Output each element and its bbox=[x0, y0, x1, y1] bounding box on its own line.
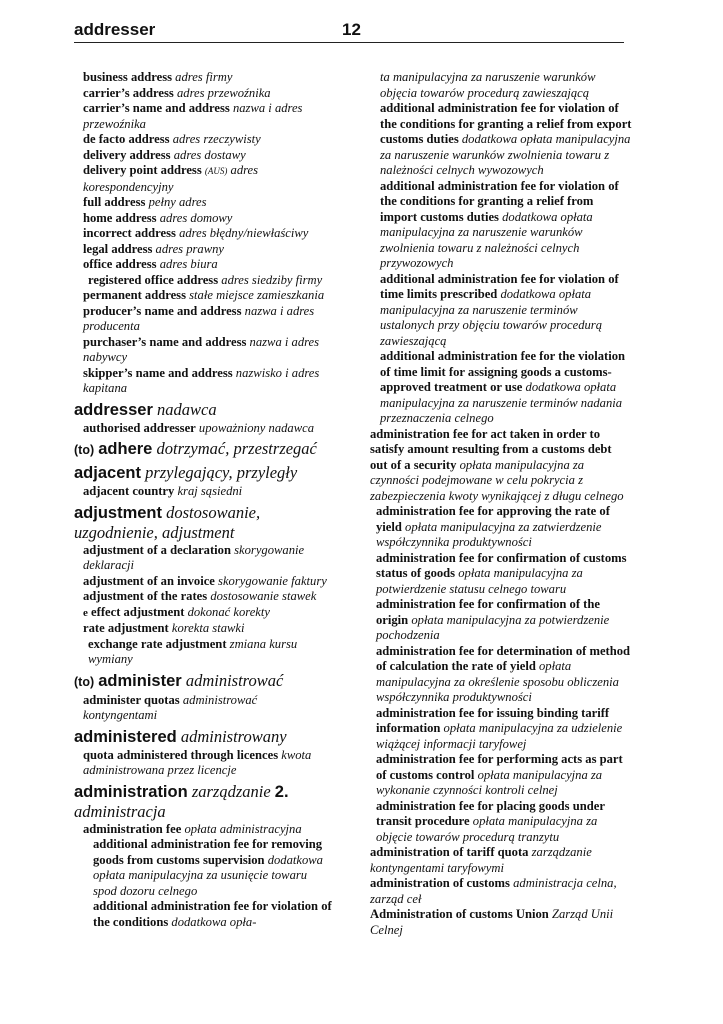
translation: adres korespondencyjny bbox=[83, 163, 259, 194]
term: quota administered through licences bbox=[83, 747, 279, 762]
translation: nazwa i adres nabywcy bbox=[83, 334, 320, 364]
term: administration fee for placing goods under transit procedure bbox=[376, 798, 605, 828]
headword-translation: administrowany bbox=[180, 726, 287, 746]
headword-entry bbox=[74, 782, 332, 821]
term: administration fee for confirmation of the origin bbox=[376, 597, 600, 627]
translation: nazwisko i adres kapitana bbox=[83, 365, 320, 395]
term: additional administration fee for violation of time limits prescribed bbox=[380, 271, 619, 301]
entry bbox=[74, 693, 332, 724]
sense-number: 2. bbox=[274, 782, 289, 801]
headword-translation: dostosowanie, uzgodnienie, adjustment bbox=[74, 502, 261, 542]
translation: skorygowanie deklaracji bbox=[83, 542, 305, 572]
term: legal address bbox=[83, 241, 153, 256]
headword-translation: dotrzymać, przestrzegać bbox=[156, 439, 317, 458]
translation: opłata manipulacyjna za zatwierdzenie współczynnika produktywności bbox=[376, 519, 602, 549]
entry bbox=[74, 748, 332, 779]
headword-entry bbox=[74, 439, 332, 460]
translation: kwota administrowana przez licencje bbox=[83, 747, 312, 777]
entry bbox=[74, 605, 332, 622]
term: business address bbox=[83, 70, 173, 84]
headword-prefix: (to) bbox=[74, 443, 95, 457]
headword-entry bbox=[74, 463, 332, 483]
translation: dodatkowa opłata manipulacyjna za naruszenie warunków zwolnienia towaru z należności celnych przywozowych bbox=[380, 209, 593, 270]
translation: opłata manipulacyjna za udzielenie wiążącej informacji taryfowej bbox=[376, 721, 623, 751]
translation: adres dostawy bbox=[173, 147, 246, 162]
running-headword: addresser bbox=[74, 20, 156, 39]
term: adjustment of a declaration bbox=[83, 542, 231, 557]
translation: opłata manipulacyjna za potwierdzenie statusu celnego towaru bbox=[376, 566, 583, 596]
entry bbox=[74, 163, 332, 195]
term: delivery point address bbox=[83, 163, 202, 177]
term: skipper’s name and address bbox=[83, 365, 233, 380]
term: administer quotas bbox=[83, 692, 180, 707]
translation: zmiana kursu wymiany bbox=[88, 636, 298, 666]
headword: administer bbox=[98, 671, 182, 690]
term: purchaser’s name and address bbox=[83, 334, 247, 349]
entry bbox=[74, 242, 332, 258]
entry bbox=[370, 644, 632, 706]
term: adjustment of an invoice bbox=[83, 573, 215, 588]
entry bbox=[370, 597, 632, 644]
term: delivery address bbox=[83, 147, 171, 162]
headword-translation-2: administracja bbox=[74, 801, 166, 821]
entry bbox=[370, 706, 632, 753]
page-number: 12 bbox=[342, 20, 361, 39]
term: effect adjustment bbox=[91, 604, 185, 619]
term: adjustment of the rates bbox=[83, 589, 208, 603]
translation: Zarząd Unii Celnej bbox=[370, 907, 614, 937]
entry bbox=[370, 876, 632, 907]
term: administration fee for performing acts as part of customs control bbox=[376, 752, 623, 782]
entry bbox=[74, 335, 332, 366]
term: exchange rate adjustment bbox=[88, 636, 227, 651]
term: additional administration fee for the violation of time limit for assigning goods a customs-approved treatment or use bbox=[380, 349, 625, 394]
entry bbox=[370, 70, 632, 101]
term: authorised addresser bbox=[83, 420, 196, 435]
term: permanent address bbox=[83, 288, 186, 302]
term: administration of customs bbox=[370, 876, 510, 890]
entry bbox=[74, 366, 332, 397]
headword-prefix: (to) bbox=[74, 674, 95, 689]
term: additional administration fee for removing goods from customs supervision bbox=[93, 837, 323, 867]
term: office address bbox=[83, 257, 157, 271]
term: administration fee for confirmation of customs status of goods bbox=[376, 550, 627, 580]
term: administration fee for act taken in order to satisfy amount resulting from a customs debt out of a security bbox=[370, 426, 612, 472]
entry bbox=[370, 427, 632, 505]
entry bbox=[74, 574, 332, 590]
headword: adhere bbox=[98, 440, 153, 458]
entry bbox=[74, 257, 332, 273]
translation: stałe miejsce zamieszkania bbox=[189, 288, 325, 302]
entry bbox=[74, 211, 332, 227]
headword: adjustment bbox=[74, 503, 163, 522]
translation: zarządzanie kontyngentami taryfowymi bbox=[370, 845, 592, 875]
translation: adres prawny bbox=[155, 241, 224, 256]
translation: dodatkowa opła- bbox=[171, 914, 257, 929]
headword-translation: nadawca bbox=[157, 399, 217, 419]
term: administration fee for issuing binding tariff information bbox=[376, 705, 610, 735]
translation: adres rzeczywisty bbox=[172, 132, 261, 146]
translation: dodatkowa opłata manipulacyjna za naruszenie terminów ustalonych przy objęciu towarów procedurą zawieszającą bbox=[380, 287, 603, 348]
translation: adres błędny/niewłaściwy bbox=[179, 226, 309, 240]
entry bbox=[74, 226, 332, 242]
headword: adjacent bbox=[74, 464, 141, 482]
headword-entry bbox=[74, 727, 332, 747]
headword-entry bbox=[74, 400, 332, 420]
translation: dodatkowa opłata manipulacyjna za naruszenie terminów nadania przeznaczenia celnego bbox=[380, 380, 623, 425]
entry bbox=[370, 272, 632, 350]
translation: opłata manipulacyjna za objęcie towarów procedurą tranzytu bbox=[376, 814, 598, 844]
term: administration fee for determination of method of calculation the rate of yield bbox=[376, 643, 631, 673]
term: additional administration fee for violation of the conditions for granting a relief from import customs duties bbox=[380, 178, 619, 224]
term: producer’s name and address bbox=[83, 303, 242, 318]
entry bbox=[370, 349, 632, 427]
translation: administrować kontyngentami bbox=[83, 692, 258, 722]
region-label: (AUS) bbox=[204, 166, 228, 176]
translation: administracja celna, zarząd ceł bbox=[370, 876, 617, 906]
translation: dodatkowa opłata manipulacyjna za usunięcie towaru spod dozoru celnego bbox=[93, 852, 323, 898]
entry bbox=[370, 179, 632, 272]
term: administration fee bbox=[83, 821, 182, 836]
headword: administration bbox=[74, 782, 188, 801]
headword-translation: przylegający, przyległy bbox=[145, 463, 298, 482]
entry bbox=[370, 504, 632, 551]
translation: adres firmy bbox=[175, 70, 233, 84]
entry bbox=[74, 589, 332, 605]
translation: adres siedziby firmy bbox=[221, 272, 323, 287]
term: administration fee for approving the rate of yield bbox=[376, 504, 610, 534]
translation: adres biura bbox=[159, 257, 218, 271]
entry bbox=[74, 421, 332, 437]
translation: kraj sąsiedni bbox=[177, 484, 243, 498]
translation: pełny adres bbox=[148, 195, 207, 209]
entry bbox=[74, 86, 332, 102]
term: full address bbox=[83, 195, 146, 209]
translation: dodatkowa opłata manipulacyjna za naruszenie warunków zwolnienia towaru z należności celnych wywozowych bbox=[380, 132, 631, 177]
entry bbox=[74, 195, 332, 211]
headword: administered bbox=[74, 727, 177, 746]
entry bbox=[370, 551, 632, 598]
translation: dostosowanie stawek bbox=[210, 589, 317, 603]
entry bbox=[370, 799, 632, 846]
term: additional administration fee for violation of the conditions for granting a relief from export customs duties bbox=[380, 101, 632, 146]
entry bbox=[74, 70, 332, 86]
entry bbox=[74, 621, 332, 637]
term: administration of tariff quota bbox=[370, 845, 529, 859]
term: adjacent country bbox=[83, 484, 175, 498]
translation: ta manipulacyjna za naruszenie warunków objęcia towarów procedurą zawieszającą bbox=[380, 70, 596, 100]
headword-entry bbox=[74, 503, 332, 542]
term: Administration of customs Union bbox=[370, 907, 549, 921]
entry bbox=[74, 899, 332, 930]
entry bbox=[370, 907, 632, 938]
bullet-marker: e bbox=[83, 606, 88, 619]
entry bbox=[370, 101, 632, 179]
entry bbox=[74, 484, 332, 500]
translation: nazwa i adres producenta bbox=[83, 303, 315, 333]
headword-translation: administrować bbox=[185, 670, 284, 690]
term: home address bbox=[83, 210, 157, 225]
entry bbox=[74, 288, 332, 304]
entry bbox=[74, 637, 332, 668]
term: additional administration fee for violation of the conditions bbox=[93, 899, 332, 929]
term: rate adjustment bbox=[83, 621, 169, 635]
translation: korekta stawki bbox=[171, 621, 245, 635]
left-column bbox=[74, 70, 332, 930]
term: registered office address bbox=[88, 272, 219, 287]
translation: upoważniony nadawca bbox=[198, 420, 315, 435]
translation: adres przewoźnika bbox=[176, 85, 271, 100]
headword-entry bbox=[74, 671, 332, 692]
entry bbox=[370, 845, 632, 876]
translation: opłata manipulacyjna za określenie sposobu obliczenia współczynnika produktywności bbox=[376, 659, 619, 704]
page-header bbox=[74, 20, 624, 43]
translation: dokonać korekty bbox=[187, 604, 270, 619]
translation: opłata manipulacyjna za czynności podejmowane w celu pokrycia z zabezpieczenia kwoty wynikającej z długu celnego bbox=[370, 457, 624, 503]
entry bbox=[74, 273, 332, 289]
translation: nazwa i adres przewoźnika bbox=[83, 101, 303, 131]
translation: opłata manipulacyjna za potwierdzenie pochodzenia bbox=[376, 612, 610, 642]
term: incorrect address bbox=[83, 226, 176, 240]
headword: addresser bbox=[74, 400, 153, 419]
translation: adres domowy bbox=[159, 210, 233, 225]
entry bbox=[74, 148, 332, 164]
translation: opłata manipulacyjna za wykonanie czynności kontroli celnej bbox=[376, 767, 603, 797]
entry bbox=[74, 304, 332, 335]
term: carrier’s name and address bbox=[83, 101, 230, 115]
right-column bbox=[370, 70, 632, 938]
entry bbox=[370, 752, 632, 799]
translation: opłata administracyjna bbox=[184, 821, 302, 836]
entry bbox=[74, 543, 332, 574]
entry bbox=[74, 132, 332, 148]
term: carrier’s address bbox=[83, 85, 174, 100]
entry bbox=[74, 822, 332, 838]
entry bbox=[74, 101, 332, 132]
entry bbox=[74, 837, 332, 899]
headword-translation: zarządzanie bbox=[191, 781, 271, 801]
term: de facto address bbox=[83, 132, 170, 146]
translation: skorygowanie faktury bbox=[218, 573, 327, 588]
